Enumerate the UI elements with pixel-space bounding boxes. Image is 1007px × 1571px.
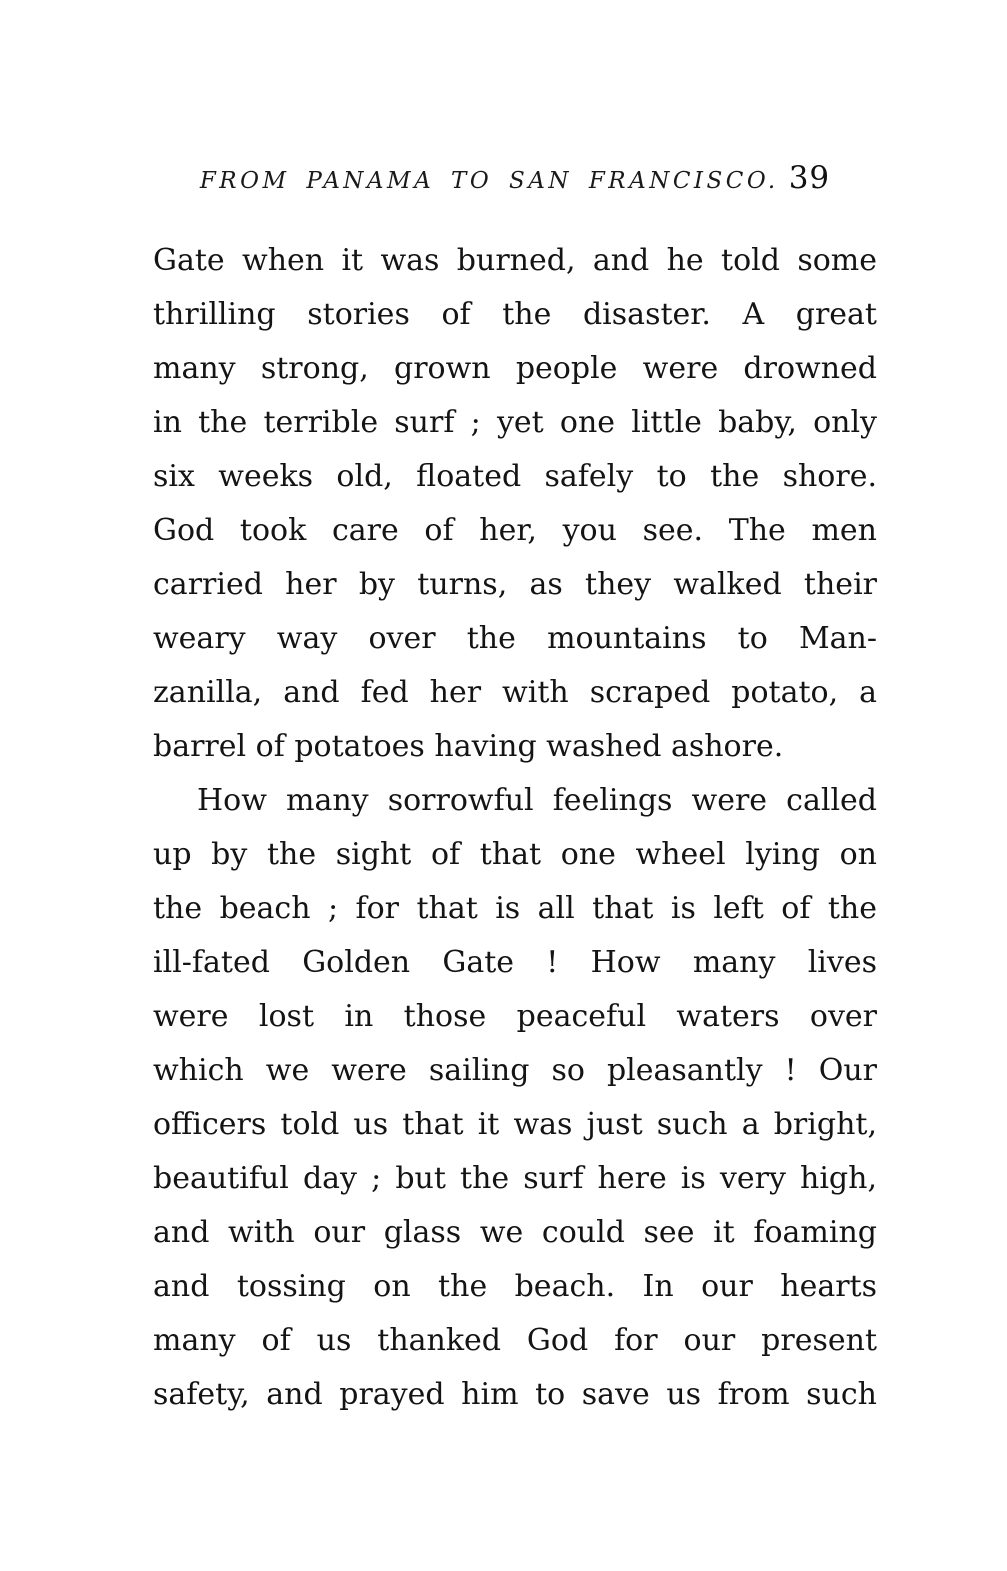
text-line: six weeks old, floated safely to the shore.	[153, 459, 877, 494]
page-body	[153, 234, 877, 1422]
text-line: the beach ; for that is all that is left of the	[153, 891, 877, 926]
text-line: thrilling stories of the disaster. A great	[153, 297, 877, 332]
paragraph	[153, 234, 877, 774]
text-line: and tossing on the beach. In our hearts	[153, 1269, 877, 1304]
text-line: many strong, grown people were drowned	[153, 351, 877, 386]
text-line: weary way over the mountains to Man-	[153, 621, 877, 656]
text-line: safety, and prayed him to save us from such	[153, 1377, 877, 1412]
text-line: ill-fated Golden Gate ! How many lives	[153, 945, 877, 980]
text-line: carried her by turns, as they walked their	[153, 567, 877, 602]
text-line: zanilla, and fed her with scraped potato, a	[153, 675, 877, 710]
text-line: Gate when it was burned, and he told some	[153, 243, 877, 278]
text-line: officers told us that it was just such a bright,	[153, 1107, 877, 1142]
text-line: in the terrible surf ; yet one little baby, only	[153, 405, 877, 440]
text-line: which we were sailing so pleasantly ! Our	[153, 1053, 877, 1088]
text-line: up by the sight of that one wheel lying on	[153, 837, 877, 872]
running-header	[153, 160, 877, 196]
text-line: beautiful day ; but the surf here is very high,	[153, 1161, 877, 1196]
text-line: many of us thanked God for our present	[153, 1323, 877, 1358]
text-line: barrel of potatoes having washed ashore.	[153, 729, 784, 764]
paragraph	[153, 774, 877, 1422]
page-number: 39	[788, 160, 831, 196]
text-line: were lost in those peaceful waters over	[153, 999, 877, 1034]
text-line: God took care of her, you see. The men	[153, 513, 877, 548]
text-line: and with our glass we could see it foaming	[153, 1215, 877, 1250]
header-title: FROM PANAMA TO SAN FRANCISCO.	[199, 168, 779, 194]
text-line: How many sorrowful feelings were called	[197, 783, 877, 818]
